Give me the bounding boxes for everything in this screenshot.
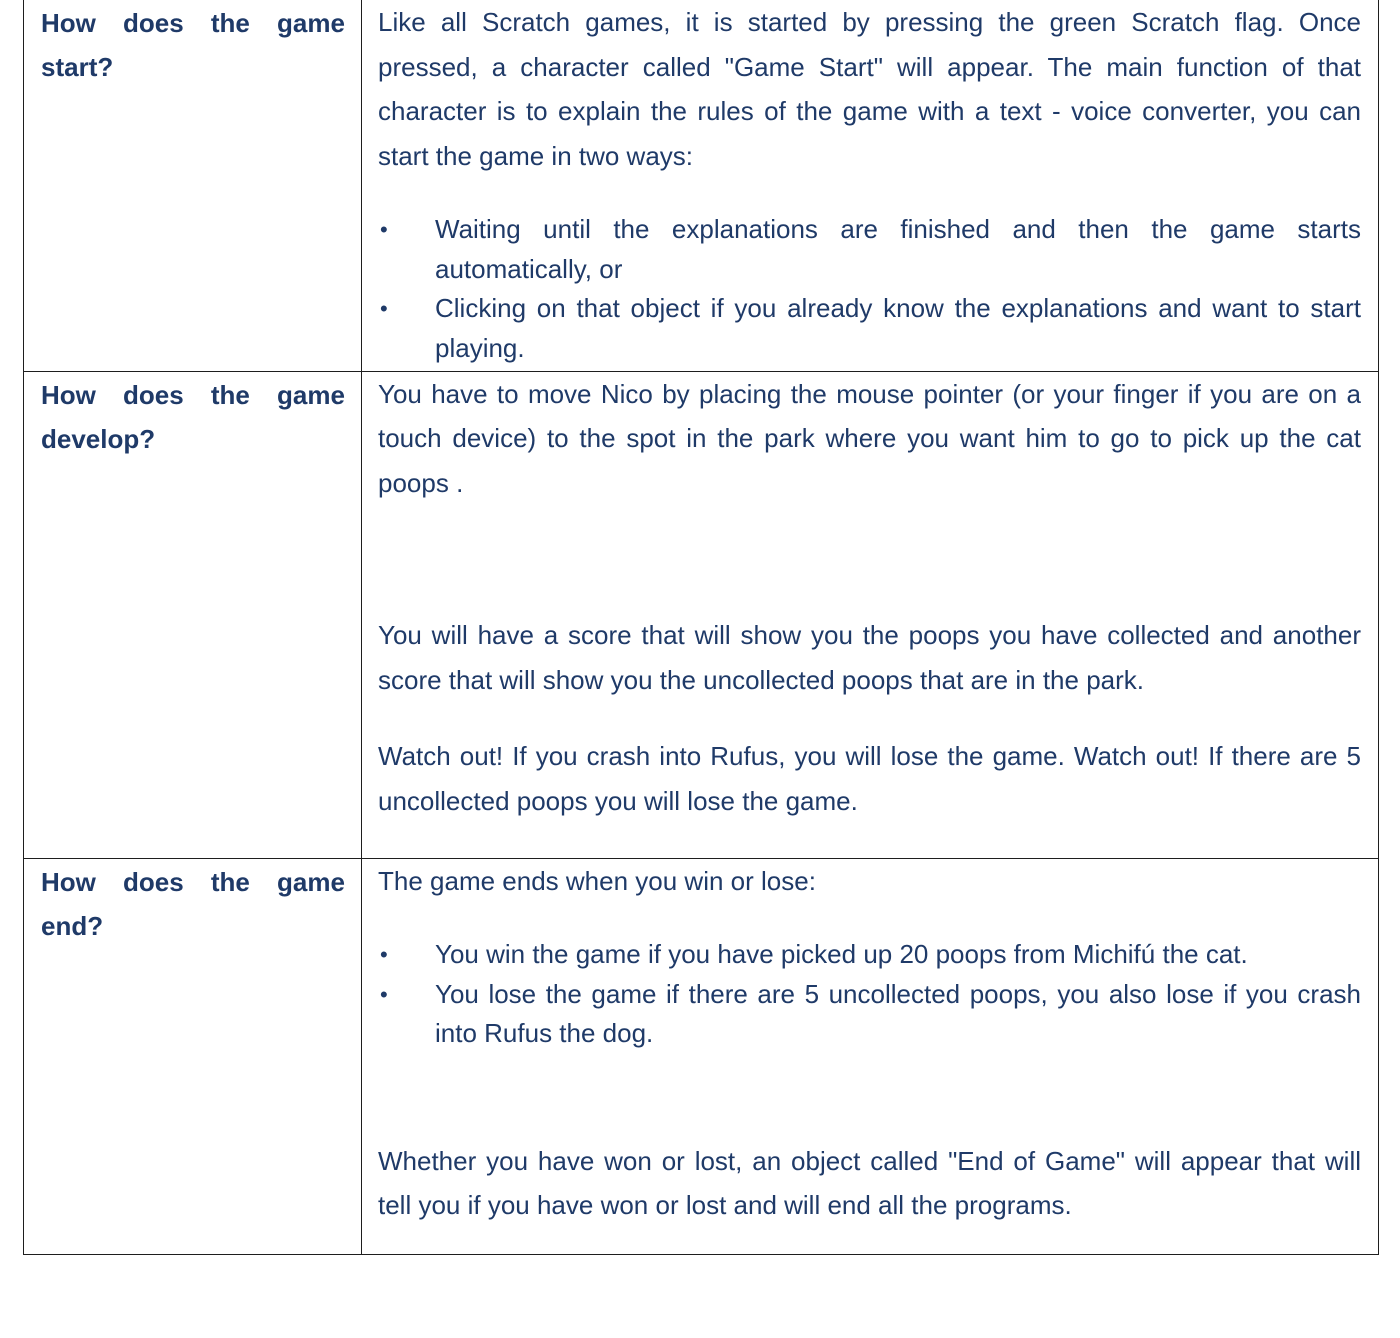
question-word: game <box>277 8 345 38</box>
answer-cell <box>362 371 1379 858</box>
bullet-icon: • <box>380 296 388 321</box>
list-item: • You win the game if you have picked up 20 poops from Michifú the cat. <box>378 935 1361 975</box>
answer-paragraph: Like all Scratch games, it is started by pressing the green Scratch flag. Once pressed, a character called "Game Start" will appear. The main function of that character is to explain the rules of the game with a text - voice converter, you can start the game in two ways: <box>378 7 1361 171</box>
answer-paragraph: You will have a score that will show you the poops you have collected and another score that will show you the uncollected poops that are in the park. <box>378 620 1361 695</box>
question-word: game <box>277 379 345 410</box>
question-develop <box>24 373 361 461</box>
question-word: does <box>123 379 184 410</box>
list-item: • Waiting until the explanations are finished and then the game starts automatically, or <box>378 210 1361 289</box>
bullet-icon: • <box>380 981 388 1007</box>
question-word: does <box>123 8 184 38</box>
question-cell <box>24 371 362 858</box>
question-word: How <box>41 8 96 38</box>
question-word: How <box>41 866 96 897</box>
table-row <box>24 858 1379 1254</box>
table-row <box>24 0 1379 371</box>
list-item: • You lose the game if there are 5 uncollected poops, you also lose if you crash into Rufus the dog. <box>378 975 1361 1054</box>
bullet-icon: • <box>380 942 388 967</box>
bullet-list <box>378 935 1361 1054</box>
answer-cell <box>362 858 1379 1254</box>
question-word: the <box>210 8 250 38</box>
question-end <box>24 860 361 948</box>
answer-paragraph: Watch out! If you crash into Rufus, you will lose the game. Watch out! If there are 5 uncollected poops you will lose the game. <box>378 741 1361 816</box>
bullet-list <box>378 210 1361 368</box>
game-description-table <box>23 0 1379 1255</box>
answer-paragraph: You have to move Nico by placing the mouse pointer (or your finger if you are on a touch device) to the spot in the park where you want him to go to pick up the cat poops . <box>378 378 1361 498</box>
answer-paragraph: Whether you have won or lost, an object called "End of Game" will appear that will tell you if you have won or lost and will end all the programs. <box>378 1145 1361 1220</box>
question-start <box>24 1 361 89</box>
question-cell <box>24 0 362 371</box>
question-tail: start? <box>41 52 114 82</box>
answer-cell <box>362 0 1379 371</box>
question-word: does <box>123 866 184 897</box>
bullet-icon: • <box>380 217 388 242</box>
question-word: the <box>210 866 250 897</box>
answer-paragraph: The game ends when you win or lose: <box>378 865 816 896</box>
question-word: game <box>277 866 345 897</box>
question-tail: end? <box>41 910 104 941</box>
question-word: the <box>210 379 250 410</box>
question-word: How <box>41 379 96 410</box>
table-row <box>24 371 1379 858</box>
list-item: • Clicking on that object if you already know the explanations and want to start playing. <box>378 289 1361 368</box>
question-cell <box>24 858 362 1254</box>
question-tail: develop? <box>41 423 156 454</box>
